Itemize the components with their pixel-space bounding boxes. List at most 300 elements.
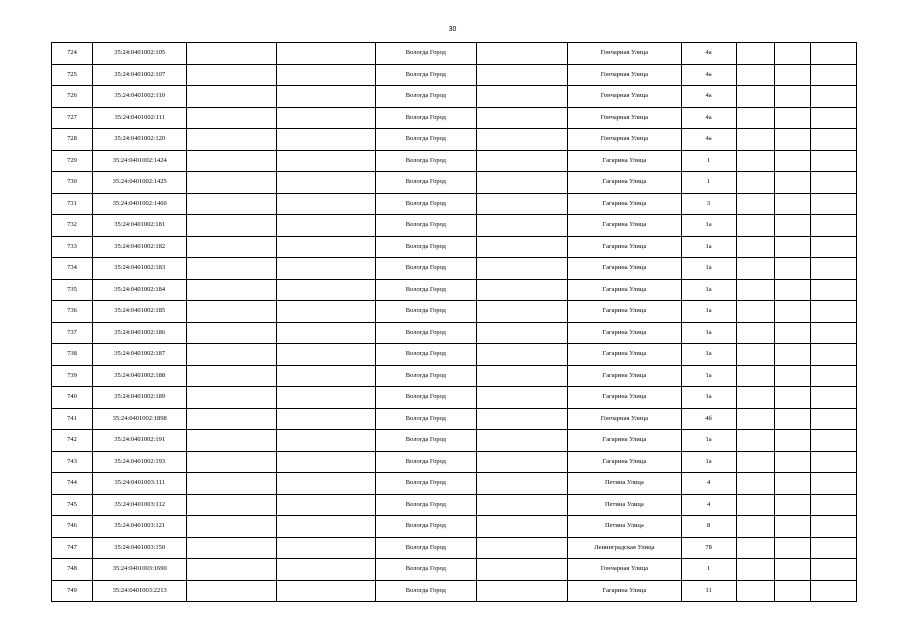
- empty-cell: [736, 258, 774, 280]
- empty-cell: [187, 172, 276, 194]
- table-row: [52, 236, 857, 258]
- empty-cell: [187, 408, 276, 430]
- empty-cell: [736, 172, 774, 194]
- locality-cell: Вологда Город: [375, 279, 476, 301]
- cadastral-number-cell: 35:24:0401002:184: [93, 279, 187, 301]
- empty-cell: [276, 236, 375, 258]
- empty-cell: [774, 451, 810, 473]
- street-cell: Гончарная Улица: [568, 64, 681, 86]
- cadastral-number-cell: 35:24:0401003:111: [93, 473, 187, 495]
- row-number-cell: 741: [52, 408, 93, 430]
- street-cell: Гагарина Улица: [568, 365, 681, 387]
- empty-cell: [774, 494, 810, 516]
- empty-cell: [276, 559, 375, 581]
- empty-cell: [276, 408, 375, 430]
- empty-cell: [187, 129, 276, 151]
- empty-cell: [187, 150, 276, 172]
- cadastral-number-cell: 35:24:0401002:193: [93, 451, 187, 473]
- empty-cell: [736, 451, 774, 473]
- empty-cell: [774, 473, 810, 495]
- table-row: [52, 387, 857, 409]
- empty-cell: [774, 129, 810, 151]
- street-cell: Ленинградская Улица: [568, 537, 681, 559]
- empty-cell: [736, 516, 774, 538]
- empty-cell: [477, 494, 568, 516]
- empty-cell: [774, 537, 810, 559]
- row-number-cell: 736: [52, 301, 93, 323]
- locality-cell: Вологда Город: [375, 408, 476, 430]
- empty-cell: [810, 107, 856, 129]
- registry-body: [52, 43, 857, 602]
- empty-cell: [810, 516, 856, 538]
- page-number: 30: [448, 26, 457, 33]
- empty-cell: [736, 193, 774, 215]
- locality-cell: Вологда Город: [375, 258, 476, 280]
- street-cell: Гончарная Улица: [568, 43, 681, 65]
- locality-cell: Вологда Город: [375, 387, 476, 409]
- house-number-cell: 78: [681, 537, 736, 559]
- row-number-cell: 740: [52, 387, 93, 409]
- registry-table: [51, 42, 857, 602]
- empty-cell: [810, 86, 856, 108]
- empty-cell: [276, 107, 375, 129]
- empty-cell: [477, 258, 568, 280]
- table-row: [52, 258, 857, 280]
- empty-cell: [187, 236, 276, 258]
- locality-cell: Вологда Город: [375, 365, 476, 387]
- empty-cell: [187, 107, 276, 129]
- house-number-cell: 1а: [681, 258, 736, 280]
- empty-cell: [276, 322, 375, 344]
- house-number-cell: 4а: [681, 64, 736, 86]
- locality-cell: Вологда Город: [375, 559, 476, 581]
- row-number-cell: 748: [52, 559, 93, 581]
- empty-cell: [276, 537, 375, 559]
- empty-cell: [477, 43, 568, 65]
- empty-cell: [774, 172, 810, 194]
- empty-cell: [477, 301, 568, 323]
- empty-cell: [187, 215, 276, 237]
- empty-cell: [774, 344, 810, 366]
- table-row: [52, 451, 857, 473]
- cadastral-number-cell: 35:24:0401002:111: [93, 107, 187, 129]
- empty-cell: [187, 258, 276, 280]
- row-number-cell: 749: [52, 580, 93, 602]
- empty-cell: [477, 430, 568, 452]
- table-row: [52, 430, 857, 452]
- empty-cell: [477, 64, 568, 86]
- empty-cell: [276, 172, 375, 194]
- street-cell: Петина Улица: [568, 516, 681, 538]
- row-number-cell: 725: [52, 64, 93, 86]
- street-cell: Гагарина Улица: [568, 387, 681, 409]
- cadastral-number-cell: 35:24:0401002:1898: [93, 408, 187, 430]
- empty-cell: [187, 279, 276, 301]
- table-row: [52, 365, 857, 387]
- cadastral-number-cell: 35:24:0401002:189: [93, 387, 187, 409]
- locality-cell: Вологда Город: [375, 580, 476, 602]
- empty-cell: [774, 107, 810, 129]
- locality-cell: Вологда Город: [375, 494, 476, 516]
- empty-cell: [276, 494, 375, 516]
- house-number-cell: 4б: [681, 408, 736, 430]
- empty-cell: [276, 86, 375, 108]
- empty-cell: [187, 387, 276, 409]
- row-number-cell: 745: [52, 494, 93, 516]
- empty-cell: [810, 64, 856, 86]
- locality-cell: Вологда Город: [375, 473, 476, 495]
- cadastral-number-cell: 35:24:0401003:1690: [93, 559, 187, 581]
- empty-cell: [477, 408, 568, 430]
- locality-cell: Вологда Город: [375, 301, 476, 323]
- empty-cell: [774, 279, 810, 301]
- house-number-cell: 1: [681, 172, 736, 194]
- empty-cell: [187, 430, 276, 452]
- row-number-cell: 730: [52, 172, 93, 194]
- house-number-cell: 11: [681, 580, 736, 602]
- empty-cell: [276, 258, 375, 280]
- locality-cell: Вологда Город: [375, 150, 476, 172]
- row-number-cell: 727: [52, 107, 93, 129]
- empty-cell: [810, 301, 856, 323]
- locality-cell: Вологда Город: [375, 107, 476, 129]
- empty-cell: [810, 580, 856, 602]
- table-row: [52, 344, 857, 366]
- empty-cell: [736, 537, 774, 559]
- cadastral-number-cell: 35:24:0401002:191: [93, 430, 187, 452]
- empty-cell: [736, 430, 774, 452]
- empty-cell: [810, 537, 856, 559]
- row-number-cell: 732: [52, 215, 93, 237]
- locality-cell: Вологда Город: [375, 86, 476, 108]
- empty-cell: [276, 301, 375, 323]
- empty-cell: [774, 516, 810, 538]
- street-cell: Гагарина Улица: [568, 451, 681, 473]
- locality-cell: Вологда Город: [375, 430, 476, 452]
- empty-cell: [810, 473, 856, 495]
- row-number-cell: 733: [52, 236, 93, 258]
- locality-cell: Вологда Город: [375, 322, 476, 344]
- empty-cell: [187, 516, 276, 538]
- locality-cell: Вологда Город: [375, 215, 476, 237]
- empty-cell: [477, 215, 568, 237]
- row-number-cell: 742: [52, 430, 93, 452]
- cadastral-number-cell: 35:24:0401002:1424: [93, 150, 187, 172]
- empty-cell: [736, 64, 774, 86]
- empty-cell: [187, 473, 276, 495]
- house-number-cell: 1а: [681, 301, 736, 323]
- empty-cell: [187, 86, 276, 108]
- empty-cell: [276, 580, 375, 602]
- empty-cell: [736, 43, 774, 65]
- empty-cell: [810, 129, 856, 151]
- empty-cell: [736, 301, 774, 323]
- empty-cell: [477, 516, 568, 538]
- empty-cell: [276, 43, 375, 65]
- street-cell: Гагарина Улица: [568, 172, 681, 194]
- house-number-cell: 4а: [681, 129, 736, 151]
- street-cell: Гагарина Улица: [568, 430, 681, 452]
- empty-cell: [187, 580, 276, 602]
- empty-cell: [736, 86, 774, 108]
- empty-cell: [187, 193, 276, 215]
- street-cell: Гончарная Улица: [568, 86, 681, 108]
- locality-cell: Вологда Город: [375, 193, 476, 215]
- empty-cell: [276, 365, 375, 387]
- empty-cell: [774, 64, 810, 86]
- empty-cell: [810, 193, 856, 215]
- empty-cell: [187, 559, 276, 581]
- empty-cell: [276, 516, 375, 538]
- empty-cell: [187, 494, 276, 516]
- empty-cell: [276, 193, 375, 215]
- empty-cell: [477, 322, 568, 344]
- empty-cell: [810, 215, 856, 237]
- empty-cell: [276, 430, 375, 452]
- empty-cell: [477, 236, 568, 258]
- street-cell: Гагарина Улица: [568, 279, 681, 301]
- house-number-cell: 4: [681, 494, 736, 516]
- house-number-cell: 1а: [681, 236, 736, 258]
- empty-cell: [774, 559, 810, 581]
- house-number-cell: 1: [681, 559, 736, 581]
- house-number-cell: 1а: [681, 279, 736, 301]
- empty-cell: [477, 365, 568, 387]
- street-cell: Гагарина Улица: [568, 236, 681, 258]
- empty-cell: [774, 215, 810, 237]
- street-cell: Гагарина Улица: [568, 193, 681, 215]
- empty-cell: [187, 43, 276, 65]
- row-number-cell: 735: [52, 279, 93, 301]
- empty-cell: [187, 64, 276, 86]
- empty-cell: [774, 322, 810, 344]
- empty-cell: [810, 322, 856, 344]
- cadastral-number-cell: 35:24:0401002:185: [93, 301, 187, 323]
- cadastral-number-cell: 35:24:0401002:1460: [93, 193, 187, 215]
- table-row: [52, 193, 857, 215]
- empty-cell: [477, 172, 568, 194]
- empty-cell: [477, 107, 568, 129]
- street-cell: Гончарная Улица: [568, 559, 681, 581]
- table-row: [52, 516, 857, 538]
- empty-cell: [276, 344, 375, 366]
- empty-cell: [736, 150, 774, 172]
- empty-cell: [477, 193, 568, 215]
- empty-cell: [276, 451, 375, 473]
- house-number-cell: 3: [681, 193, 736, 215]
- row-number-cell: 731: [52, 193, 93, 215]
- cadastral-number-cell: 35:24:0401003:150: [93, 537, 187, 559]
- house-number-cell: 4а: [681, 86, 736, 108]
- empty-cell: [736, 279, 774, 301]
- table-row: [52, 580, 857, 602]
- table-row: [52, 559, 857, 581]
- house-number-cell: 1а: [681, 387, 736, 409]
- empty-cell: [736, 580, 774, 602]
- empty-cell: [736, 129, 774, 151]
- locality-cell: Вологда Город: [375, 129, 476, 151]
- cadastral-number-cell: 35:24:0401002:1425: [93, 172, 187, 194]
- table-row: [52, 43, 857, 65]
- empty-cell: [276, 215, 375, 237]
- empty-cell: [810, 172, 856, 194]
- cadastral-number-cell: 35:24:0401002:110: [93, 86, 187, 108]
- street-cell: Гончарная Улица: [568, 107, 681, 129]
- empty-cell: [736, 344, 774, 366]
- street-cell: Гагарина Улица: [568, 580, 681, 602]
- empty-cell: [477, 86, 568, 108]
- house-number-cell: 1а: [681, 365, 736, 387]
- street-cell: Гагарина Улица: [568, 301, 681, 323]
- locality-cell: Вологда Город: [375, 64, 476, 86]
- empty-cell: [810, 451, 856, 473]
- table-row: [52, 322, 857, 344]
- empty-cell: [187, 301, 276, 323]
- cadastral-number-cell: 35:24:0401002:187: [93, 344, 187, 366]
- locality-cell: Вологда Город: [375, 451, 476, 473]
- empty-cell: [736, 365, 774, 387]
- empty-cell: [477, 559, 568, 581]
- empty-cell: [736, 408, 774, 430]
- locality-cell: Вологда Город: [375, 516, 476, 538]
- cadastral-number-cell: 35:24:0401002:182: [93, 236, 187, 258]
- cadastral-number-cell: 35:24:0401003:2213: [93, 580, 187, 602]
- cadastral-number-cell: 35:24:0401002:183: [93, 258, 187, 280]
- house-number-cell: 1а: [681, 430, 736, 452]
- empty-cell: [187, 344, 276, 366]
- cadastral-number-cell: 35:24:0401002:120: [93, 129, 187, 151]
- empty-cell: [477, 473, 568, 495]
- empty-cell: [774, 86, 810, 108]
- empty-cell: [477, 580, 568, 602]
- house-number-cell: 8: [681, 516, 736, 538]
- empty-cell: [477, 150, 568, 172]
- empty-cell: [774, 580, 810, 602]
- table-row: [52, 172, 857, 194]
- empty-cell: [810, 494, 856, 516]
- empty-cell: [477, 451, 568, 473]
- empty-cell: [736, 494, 774, 516]
- empty-cell: [774, 150, 810, 172]
- street-cell: Гагарина Улица: [568, 258, 681, 280]
- empty-cell: [276, 150, 375, 172]
- street-cell: Петина Улица: [568, 494, 681, 516]
- house-number-cell: 1а: [681, 215, 736, 237]
- cadastral-number-cell: 35:24:0401003:121: [93, 516, 187, 538]
- table-row: [52, 150, 857, 172]
- house-number-cell: 1а: [681, 451, 736, 473]
- empty-cell: [477, 279, 568, 301]
- empty-cell: [736, 473, 774, 495]
- row-number-cell: 743: [52, 451, 93, 473]
- empty-cell: [810, 279, 856, 301]
- empty-cell: [276, 129, 375, 151]
- table-row: [52, 107, 857, 129]
- locality-cell: Вологда Город: [375, 236, 476, 258]
- empty-cell: [810, 387, 856, 409]
- row-number-cell: 724: [52, 43, 93, 65]
- empty-cell: [810, 43, 856, 65]
- house-number-cell: 1а: [681, 344, 736, 366]
- empty-cell: [774, 193, 810, 215]
- empty-cell: [810, 408, 856, 430]
- table-row: [52, 301, 857, 323]
- empty-cell: [774, 43, 810, 65]
- empty-cell: [276, 387, 375, 409]
- row-number-cell: 744: [52, 473, 93, 495]
- empty-cell: [187, 365, 276, 387]
- street-cell: Гагарина Улица: [568, 322, 681, 344]
- empty-cell: [810, 559, 856, 581]
- empty-cell: [276, 64, 375, 86]
- table-row: [52, 408, 857, 430]
- empty-cell: [774, 387, 810, 409]
- empty-cell: [276, 473, 375, 495]
- empty-cell: [187, 322, 276, 344]
- empty-cell: [736, 322, 774, 344]
- locality-cell: Вологда Город: [375, 43, 476, 65]
- table-row: [52, 473, 857, 495]
- table-row: [52, 279, 857, 301]
- cadastral-number-cell: 35:24:0401002:107: [93, 64, 187, 86]
- street-cell: Гончарная Улица: [568, 408, 681, 430]
- house-number-cell: 4а: [681, 43, 736, 65]
- empty-cell: [187, 451, 276, 473]
- cadastral-number-cell: 35:24:0401002:186: [93, 322, 187, 344]
- empty-cell: [810, 430, 856, 452]
- table-row: [52, 494, 857, 516]
- empty-cell: [810, 344, 856, 366]
- empty-cell: [736, 559, 774, 581]
- house-number-cell: 4а: [681, 107, 736, 129]
- locality-cell: Вологда Город: [375, 344, 476, 366]
- row-number-cell: 738: [52, 344, 93, 366]
- locality-cell: Вологда Город: [375, 537, 476, 559]
- empty-cell: [736, 215, 774, 237]
- empty-cell: [477, 537, 568, 559]
- empty-cell: [477, 344, 568, 366]
- street-cell: Петина Улица: [568, 473, 681, 495]
- empty-cell: [810, 150, 856, 172]
- house-number-cell: 4: [681, 473, 736, 495]
- empty-cell: [736, 387, 774, 409]
- empty-cell: [774, 365, 810, 387]
- cadastral-number-cell: 35:24:0401002:188: [93, 365, 187, 387]
- house-number-cell: 1: [681, 150, 736, 172]
- empty-cell: [810, 236, 856, 258]
- row-number-cell: 746: [52, 516, 93, 538]
- empty-cell: [774, 408, 810, 430]
- empty-cell: [477, 129, 568, 151]
- street-cell: Гагарина Улица: [568, 215, 681, 237]
- empty-cell: [810, 258, 856, 280]
- empty-cell: [774, 258, 810, 280]
- empty-cell: [774, 236, 810, 258]
- row-number-cell: 734: [52, 258, 93, 280]
- street-cell: Гагарина Улица: [568, 150, 681, 172]
- empty-cell: [810, 365, 856, 387]
- table-row: [52, 215, 857, 237]
- row-number-cell: 739: [52, 365, 93, 387]
- cadastral-number-cell: 35:24:0401002:181: [93, 215, 187, 237]
- street-cell: Гагарина Улица: [568, 344, 681, 366]
- row-number-cell: 726: [52, 86, 93, 108]
- cadastral-number-cell: 35:24:0401002:105: [93, 43, 187, 65]
- empty-cell: [276, 279, 375, 301]
- empty-cell: [774, 301, 810, 323]
- row-number-cell: 728: [52, 129, 93, 151]
- house-number-cell: 1а: [681, 322, 736, 344]
